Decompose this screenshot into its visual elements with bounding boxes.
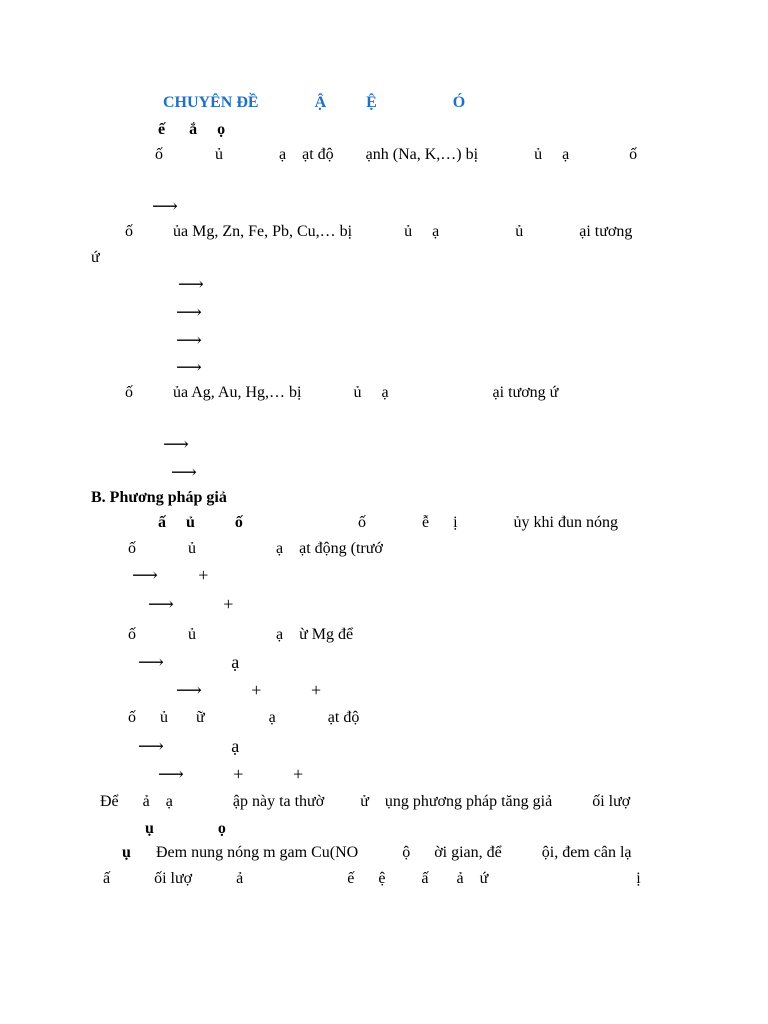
reaction-arrow-6: ⟶	[163, 434, 189, 454]
reaction-arrow-5: ⟶	[176, 357, 202, 377]
reaction-arrow-1: ⟶	[152, 196, 178, 216]
text-line-10: Đem nung nóng m gam Cu(NO ộ ời gian, để ội, đem cân lạ	[156, 844, 632, 861]
reaction-arrow-3: ⟶	[176, 302, 202, 322]
section-b-heading: B. Phương pháp giả	[91, 489, 227, 506]
text-line-5: ố ủ ạ ạt động (trướ	[128, 540, 383, 557]
text-line-10-bold: ụ	[122, 844, 131, 861]
text-line-8: Để ả ạ ập này ta thườ ử ụng phương pháp tăng giả ối lượ	[100, 793, 631, 810]
reaction-arrow-4: ⟶	[176, 330, 202, 350]
doc-subtitle: ế ắ ọ	[158, 121, 226, 138]
reaction-arrow-10: ⟶ ạ	[138, 652, 240, 672]
text-line-4: ố ễ ị ủy khi đun nóng	[358, 514, 618, 531]
text-line-2-cont: ứ	[91, 249, 100, 266]
reaction-arrow-7: ⟶	[171, 462, 197, 482]
doc-title: CHUYÊN ĐỀ Ậ Ệ Ó	[163, 94, 466, 111]
reaction-arrow-2: ⟶	[178, 274, 204, 294]
reaction-arrow-9: ⟶ +	[148, 594, 234, 614]
text-line-4-bold: ấ ủ ố	[158, 514, 243, 531]
text-line-2: ố ủa Mg, Zn, Fe, Pb, Cu,… bị ủ ạ ủ ại tương	[125, 223, 633, 240]
text-line-9: ụ ọ	[145, 820, 226, 837]
reaction-arrow-12: ⟶ ạ	[138, 736, 240, 756]
text-line-6: ố ủ ạ ừ Mg để	[128, 626, 354, 643]
text-line-11: ấ ối lượ ả ế ệ ấ ả ứ ị	[103, 870, 641, 887]
text-line-7: ố ủ ữ ạ ạt độ	[128, 709, 360, 726]
text-line-3: ố ủa Ag, Au, Hg,… bị ủ ạ ại tương ứ	[125, 384, 559, 401]
reaction-arrow-8: ⟶ +	[132, 565, 209, 585]
reaction-arrow-13: ⟶ + +	[158, 764, 304, 784]
text-line-1: ố ủ ạ ạt độ ạnh (Na, K,…) bị ủ ạ ố	[155, 146, 638, 163]
reaction-arrow-11: ⟶ + +	[176, 680, 322, 700]
